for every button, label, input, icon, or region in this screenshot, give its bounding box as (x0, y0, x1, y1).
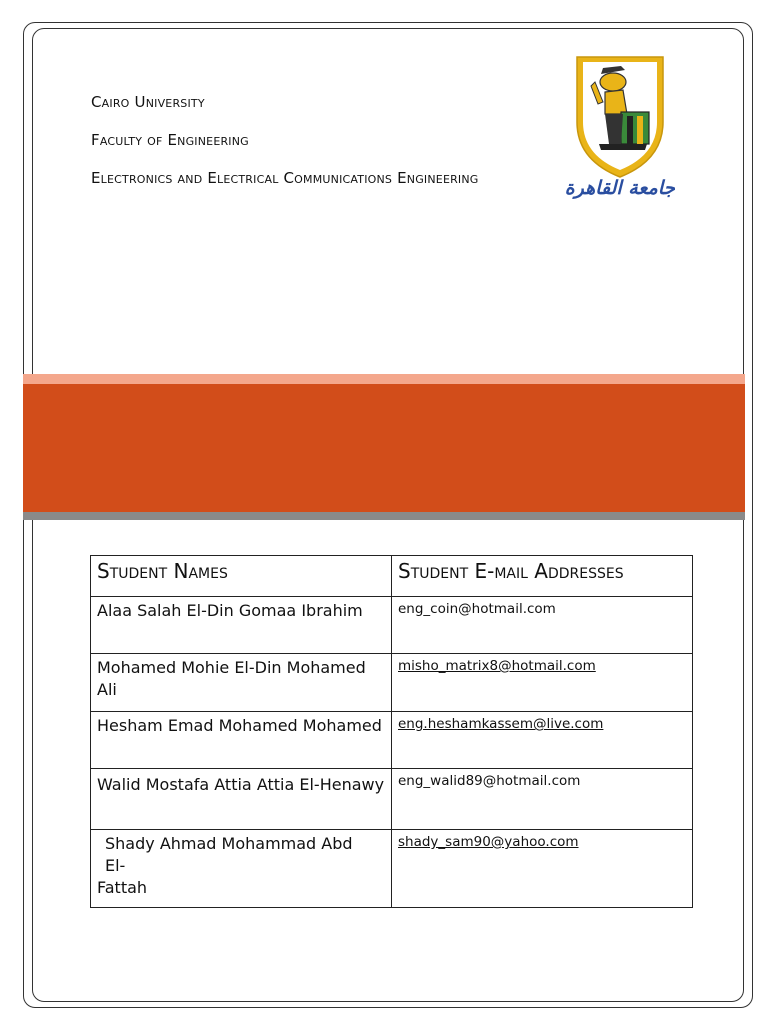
student-email-link[interactable]: shady_sam90@yahoo.com (392, 830, 693, 908)
student-name-line1: Shady Ahmad Mohammad Abd (105, 834, 353, 853)
student-name: Hesham Emad Mohamed Mohamed (91, 712, 392, 769)
student-email-link[interactable]: eng.heshamkassem@live.com (392, 712, 693, 769)
table-row (91, 654, 693, 712)
students-table (90, 555, 693, 908)
student-name-line3: Fattah (97, 878, 148, 897)
student-email: eng_coin@hotmail.com (392, 597, 693, 654)
table-row (91, 769, 693, 830)
decorative-band-gray (23, 512, 745, 520)
student-name-line2: El- (105, 856, 126, 875)
table-row (91, 830, 693, 908)
university-name: Cairo University (91, 93, 205, 111)
decorative-band-light (23, 374, 745, 384)
decorative-band-main (23, 384, 745, 512)
table-row (91, 712, 693, 769)
logo-arabic-text: جامعة القاهرة (565, 177, 675, 199)
faculty-name: Faculty of Engineering (91, 131, 249, 149)
table-header-row (91, 556, 693, 597)
student-name: Alaa Salah El-Din Gomaa Ibrahim (91, 597, 392, 654)
column-header-emails: Student E-mail Addresses (392, 556, 693, 597)
student-name: Walid Mostafa Attia Attia El-Henawy (91, 769, 392, 830)
student-name: Mohamed Mohie El-Din Mohamed Ali (91, 654, 392, 712)
table-row (91, 597, 693, 654)
student-email-link[interactable]: misho_matrix8@hotmail.com (392, 654, 693, 712)
student-name (91, 830, 392, 908)
student-email: eng_walid89@hotmail.com (392, 769, 693, 830)
column-header-names: Student Names (91, 556, 392, 597)
department-name: Electronics and Electrical Communications Engineering (91, 169, 479, 187)
cairo-university-seal-icon (565, 52, 675, 202)
